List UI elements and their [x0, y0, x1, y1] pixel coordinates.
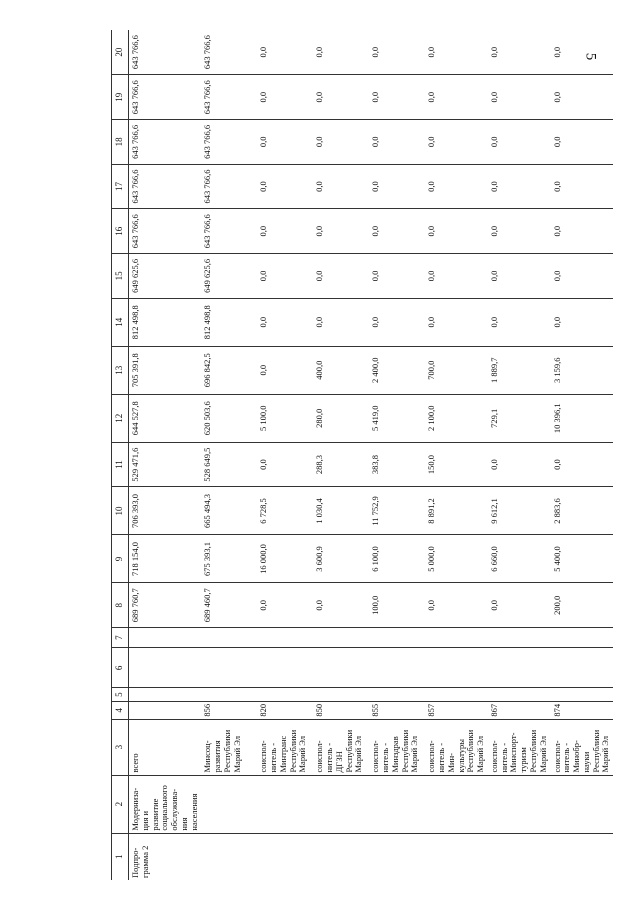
header-cell: 3 [112, 719, 129, 775]
budget-table [111, 30, 613, 880]
table-cell [201, 688, 257, 701]
header-cell: 2 [112, 775, 129, 833]
table-row [551, 30, 614, 880]
table-cell: 700,0 [425, 346, 488, 394]
table-cell: 0,0 [257, 120, 313, 165]
table-cell: соиспол- нитель - Минздрав Республики Марий Эл [369, 719, 425, 775]
table-cell [201, 833, 257, 880]
table-row [129, 30, 202, 880]
table-cell: Модерниза- ция и развитие социального обслужива- ния населения [129, 775, 202, 833]
table-cell: 689 760,7 [129, 583, 202, 628]
table-cell: 10 396,1 [551, 394, 614, 442]
table-cell: 0,0 [257, 254, 313, 299]
table-cell: 0,0 [313, 583, 369, 628]
table-cell [129, 688, 202, 701]
table-cell [313, 648, 369, 688]
table-cell: 706 393,0 [129, 487, 202, 535]
table-cell: 0,0 [369, 298, 425, 346]
table-cell: 643 766,6 [129, 75, 202, 120]
table-cell: 1 030,4 [313, 487, 369, 535]
table-cell: 0,0 [551, 120, 614, 165]
table-cell: 400,0 [313, 346, 369, 394]
header-cell: 8 [112, 583, 129, 628]
table-cell: 0,0 [551, 46, 562, 58]
table-cell: 3 600,9 [313, 535, 369, 583]
table-cell: 812 498,8 [201, 298, 257, 346]
table-cell: 644 527,8 [129, 394, 202, 442]
header-cell: 11 [112, 442, 129, 487]
table-cell [257, 648, 313, 688]
table-cell: 867 [488, 701, 551, 719]
table-cell: 16 000,0 [257, 535, 313, 583]
table-cell [488, 833, 551, 880]
table-cell: 620 503,6 [201, 394, 257, 442]
table-cell: 383,8 [369, 442, 425, 487]
table-cell: 0,0 [257, 583, 313, 628]
table-cell: 0,0 [551, 254, 614, 299]
table-cell [488, 628, 551, 648]
header-cell: 19 [112, 75, 129, 120]
table-cell: 0,0 [313, 164, 369, 209]
table-cell: 6 100,0 [369, 535, 425, 583]
table-row [488, 30, 551, 880]
table-cell: 643 766,6 [129, 164, 202, 209]
table-cell: 0,0 [488, 120, 551, 165]
table-cell: 729,1 [488, 394, 551, 442]
table-cell: 0,0 [488, 442, 551, 487]
table-cell: 0,0 [257, 164, 313, 209]
table-cell: 6 728,5 [257, 487, 313, 535]
table-cell: 0,0 [369, 75, 425, 120]
table-cell: 0,0 [257, 75, 313, 120]
table-cell [551, 833, 614, 880]
table-cell [425, 648, 488, 688]
table-cell: 0,0 [425, 298, 488, 346]
table-cell [369, 775, 425, 833]
table-cell: 0,0 [369, 120, 425, 165]
table-cell: 665 494,3 [201, 487, 257, 535]
table-cell: 705 391,8 [129, 346, 202, 394]
header-cell: 14 [112, 298, 129, 346]
table-cell: 0,0 [313, 254, 369, 299]
table-cell: 11 752,9 [369, 487, 425, 535]
table-cell: 718 154,0 [129, 535, 202, 583]
table-cell: 643 766,6 [201, 120, 257, 165]
table-cell: соиспол- нитель - Минтранс Республики Марий Эл [257, 719, 313, 775]
table-cell [369, 833, 425, 880]
table-cell: 874 [551, 701, 614, 719]
table-cell: 643 766,6 [201, 164, 257, 209]
table-cell: 5 419,0 [369, 394, 425, 442]
table-cell: 0,0 [488, 583, 551, 628]
table-cell: 856 [201, 701, 257, 719]
table-cell [201, 775, 257, 833]
table-cell [129, 648, 202, 688]
table-cell: 643 766,6 [130, 35, 140, 70]
table-cell: 0,0 [313, 209, 369, 254]
table-cell: 857 [425, 701, 488, 719]
table-cell [257, 688, 313, 701]
table-row [201, 30, 257, 880]
table-cell: соиспол- нитель - Минобр- науки Республики Марий Эл [551, 719, 614, 775]
header-cell: 15 [112, 254, 129, 299]
table-cell [313, 628, 369, 648]
table-cell: 0,0 [426, 46, 437, 58]
table-cell: соиспол- нитель - Минспорт- туризм Республики Марий Эл [488, 719, 551, 775]
table-cell: 0,0 [551, 442, 614, 487]
table-cell [488, 648, 551, 688]
table-cell: 812 498,8 [129, 298, 202, 346]
page-number: 5 [582, 52, 599, 61]
table-cell [369, 628, 425, 648]
table-cell: Подпро- грамма 2 [129, 833, 202, 880]
header-cell: 20 [112, 30, 129, 75]
table-cell [129, 628, 202, 648]
table-cell [551, 688, 614, 701]
table-cell [129, 701, 202, 719]
table-row [313, 30, 369, 880]
table-cell: 0,0 [314, 46, 325, 58]
table-cell [313, 775, 369, 833]
table-cell [257, 833, 313, 880]
table-cell: 643 766,6 [201, 209, 257, 254]
table-cell: 0,0 [313, 298, 369, 346]
table-cell: 280,0 [313, 394, 369, 442]
table-cell: 0,0 [257, 442, 313, 487]
table-cell: 0,0 [551, 298, 614, 346]
table-cell [551, 648, 614, 688]
header-cell: 16 [112, 209, 129, 254]
header-cell: 18 [112, 120, 129, 165]
table-cell [369, 648, 425, 688]
table-cell: 0,0 [488, 46, 499, 58]
rotated-table-container [111, 30, 626, 880]
table-cell [201, 628, 257, 648]
table-cell: соиспол- нитель - Мин- культуры Республики Марий Эл [425, 719, 488, 775]
table-cell [257, 628, 313, 648]
table-row [425, 30, 488, 880]
table-cell [313, 688, 369, 701]
table-cell: 696 842,5 [201, 346, 257, 394]
table-cell: 0,0 [257, 346, 313, 394]
table-cell: 288,3 [313, 442, 369, 487]
table-cell: 0,0 [313, 120, 369, 165]
table-cell: 649 625,6 [201, 254, 257, 299]
table-row [369, 30, 425, 880]
table-cell: 855 [369, 701, 425, 719]
table-cell: 0,0 [488, 209, 551, 254]
table-cell: 0,0 [369, 164, 425, 209]
table-cell: всего [129, 719, 202, 775]
table-row [257, 30, 313, 880]
table-cell: 689 460,7 [201, 583, 257, 628]
table-cell [488, 688, 551, 701]
table-cell: 528 649,5 [201, 442, 257, 487]
table-cell: 0,0 [369, 209, 425, 254]
table-cell: 5 100,0 [257, 394, 313, 442]
table-cell: 2 883,6 [551, 487, 614, 535]
table-cell: соиспол- нитель - ДГЗН Республики Марий Эл [313, 719, 369, 775]
table-cell: 0,0 [425, 583, 488, 628]
table-cell: 0,0 [257, 298, 313, 346]
table-cell: 0,0 [369, 254, 425, 299]
table-cell [425, 833, 488, 880]
table-cell: 0,0 [551, 209, 614, 254]
table-cell [425, 775, 488, 833]
table-cell: 6 660,0 [488, 535, 551, 583]
table-cell: 649 625,6 [129, 254, 202, 299]
table-cell: 820 [257, 701, 313, 719]
table-cell: Минсоц- развития Республики Марий Эл [201, 719, 257, 775]
table-cell: 0,0 [551, 164, 614, 209]
table-cell: 675 393,1 [201, 535, 257, 583]
table-cell: 0,0 [425, 75, 488, 120]
table-cell [551, 628, 614, 648]
table-cell: 643 766,6 [201, 75, 257, 120]
table-cell: 0,0 [258, 46, 269, 58]
table-cell: 529 471,6 [129, 442, 202, 487]
table-cell [488, 775, 551, 833]
table-cell [257, 775, 313, 833]
table-cell: 643 766,6 [129, 120, 202, 165]
table-cell [425, 628, 488, 648]
table-cell: 1 889,7 [488, 346, 551, 394]
table-cell: 0,0 [488, 75, 551, 120]
table-cell [551, 775, 614, 833]
table-cell: 0,0 [488, 254, 551, 299]
table-cell [313, 833, 369, 880]
table-cell: 0,0 [257, 209, 313, 254]
table-cell [425, 688, 488, 701]
table-cell: 0,0 [370, 46, 381, 58]
header-cell: 13 [112, 346, 129, 394]
table-cell [369, 688, 425, 701]
table-cell: 0,0 [313, 75, 369, 120]
header-cell: 6 [112, 648, 129, 688]
table-cell: 0,0 [425, 120, 488, 165]
header-cell: 17 [112, 164, 129, 209]
table-cell: 0,0 [488, 298, 551, 346]
header-cell: 4 [112, 701, 129, 719]
header-cell: 1 [112, 833, 129, 880]
table-cell: 0,0 [551, 75, 614, 120]
table-cell: 8 891,2 [425, 487, 488, 535]
table-cell: 0,0 [425, 209, 488, 254]
table-cell: 9 612,1 [488, 487, 551, 535]
header-cell: 10 [112, 487, 129, 535]
table-cell: 2 100,0 [425, 394, 488, 442]
table-cell: 200,0 [551, 583, 614, 628]
table-cell: 2 400,0 [369, 346, 425, 394]
table-cell: 100,0 [369, 583, 425, 628]
table-cell: 643 766,6 [202, 35, 213, 70]
table-cell: 850 [313, 701, 369, 719]
table-cell: 0,0 [425, 164, 488, 209]
table-cell: 5 000,0 [425, 535, 488, 583]
header-cell: 9 [112, 535, 129, 583]
table-cell: 3 159,6 [551, 346, 614, 394]
table-cell [201, 648, 257, 688]
header-row [112, 30, 129, 880]
header-cell: 12 [112, 394, 129, 442]
table-cell: 150,0 [425, 442, 488, 487]
table-cell: 0,0 [488, 164, 551, 209]
table-cell: 0,0 [425, 254, 488, 299]
table-cell: 5 400,0 [551, 535, 614, 583]
table-cell: 643 766,6 [129, 209, 202, 254]
header-cell: 7 [112, 628, 129, 648]
header-cell: 5 [112, 688, 129, 701]
